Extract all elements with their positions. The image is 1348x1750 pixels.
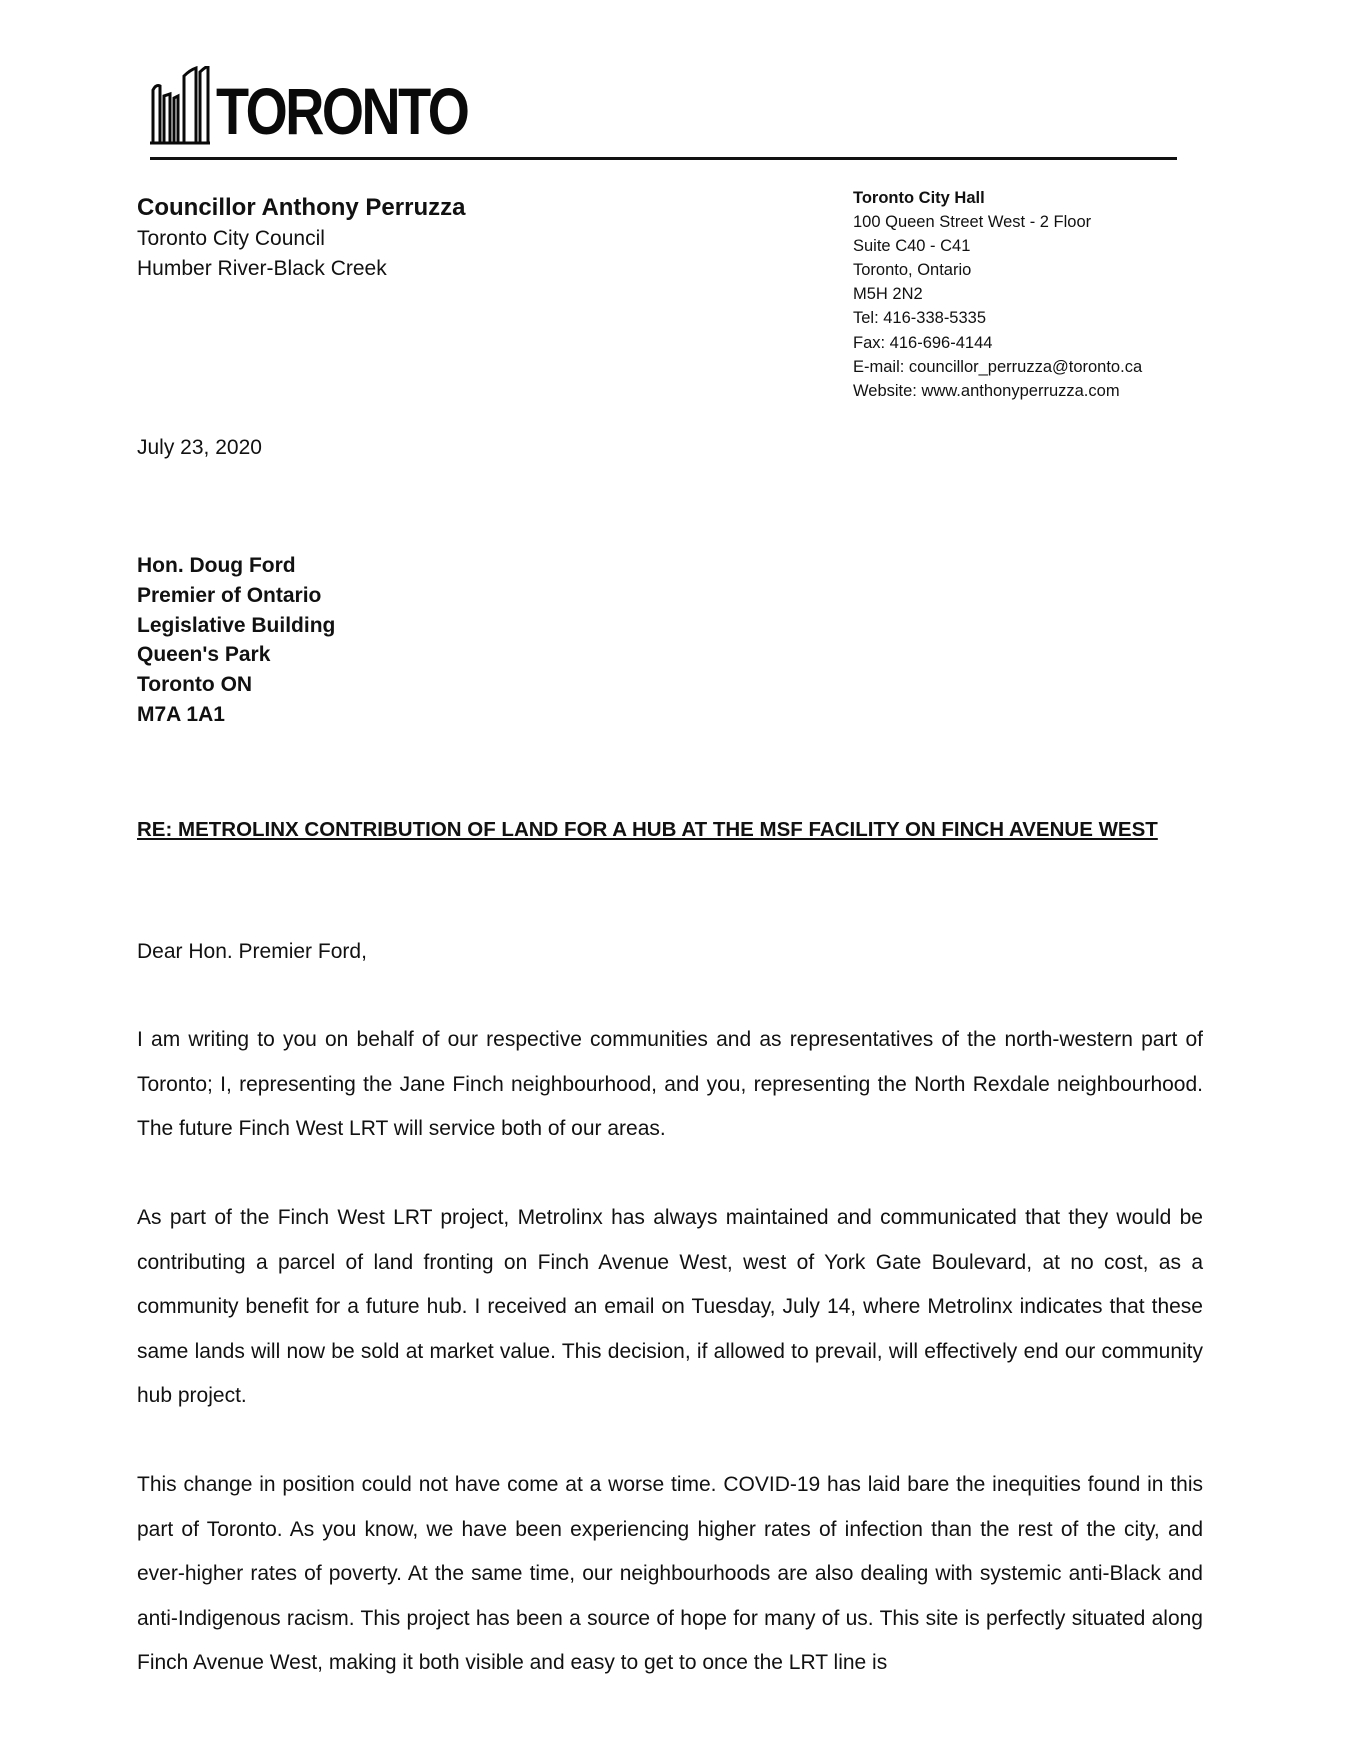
recipient-name: Hon. Doug Ford [137,554,296,577]
address-line-1: 100 Queen Street West - 2 Floor [853,213,1092,232]
website: Website: www.anthonyperruzza.com [853,381,1120,400]
recipient-location: Queen's Park [137,643,271,667]
city-hall-title: Toronto City Hall [853,189,985,207]
toronto-wordmark: TORONTO [216,74,468,148]
city-hall-address [853,186,1142,403]
header-rule [150,157,1177,160]
sender-ward: Humber River-Black Creek [137,257,387,280]
city-hall-icon [150,66,210,146]
toronto-logo [150,64,523,146]
sender-name: Councillor Anthony Perruzza [137,194,466,221]
telephone: Tel: 416-338-5335 [853,309,987,328]
fax: Fax: 416-696-4144 [853,333,993,352]
recipient-title: Premier of Ontario [137,583,322,607]
body-paragraph-3: This change in position could not have come at a worse time. COVID-19 has laid bare the inequities found in this part of Toronto. As you know, we have been experiencing higher rates of infection than the rest of the city, and ever-higher rates of poverty. At the same time, our neighbourhoods are also dealing with systemic anti-Black and anti-Indigenous racism. This project has been a source of hope for many of us. This site is perfectly situated along Finch Avenue West, making it both visible and easy to get to once the LRT line is [137,1473,1203,1674]
address-city: Toronto, Ontario [853,261,972,280]
address-line-2: Suite C40 - C41 [853,237,971,256]
sender-block [137,192,465,284]
recipient-building: Legislative Building [137,613,336,637]
email: E-mail: councillor_perruzza@toronto.ca [853,357,1143,376]
recipient-block [137,551,335,730]
body-paragraph-1: I am writing to you on behalf of our respective communities and as representatives of the north-western part of Toronto; I, representing the Jane Finch neighbourhood, and you, representing the North Rexdale neighbourhood. The future Finch West LRT will service both of our areas. [137,1028,1203,1140]
address-postal: M5H 2N2 [853,285,923,304]
recipient-city: Toronto ON [137,673,253,697]
salutation: Dear Hon. Premier Ford, [137,940,367,963]
subject-line: RE: METROLINX CONTRIBUTION OF LAND FOR A HUB AT THE MSF FACILITY ON FINCH AVENUE WEST [137,818,1158,841]
letter-date: July 23, 2020 [137,436,262,459]
body-paragraph-2: As part of the Finch West LRT project, Metrolinx has always maintained and communicated that they would be contributing a parcel of land fronting on Finch Avenue West, west of York Gate Boulevard, at no cost, as a community benefit for a future hub. I received an email on Tuesday, July 14, where Metrolinx indicates that these same lands will now be sold at market value. This decision, if allowed to prevail, will effectively end our community hub project. [137,1206,1203,1407]
sender-council: Toronto City Council [137,227,325,250]
recipient-postal: M7A 1A1 [137,702,225,726]
